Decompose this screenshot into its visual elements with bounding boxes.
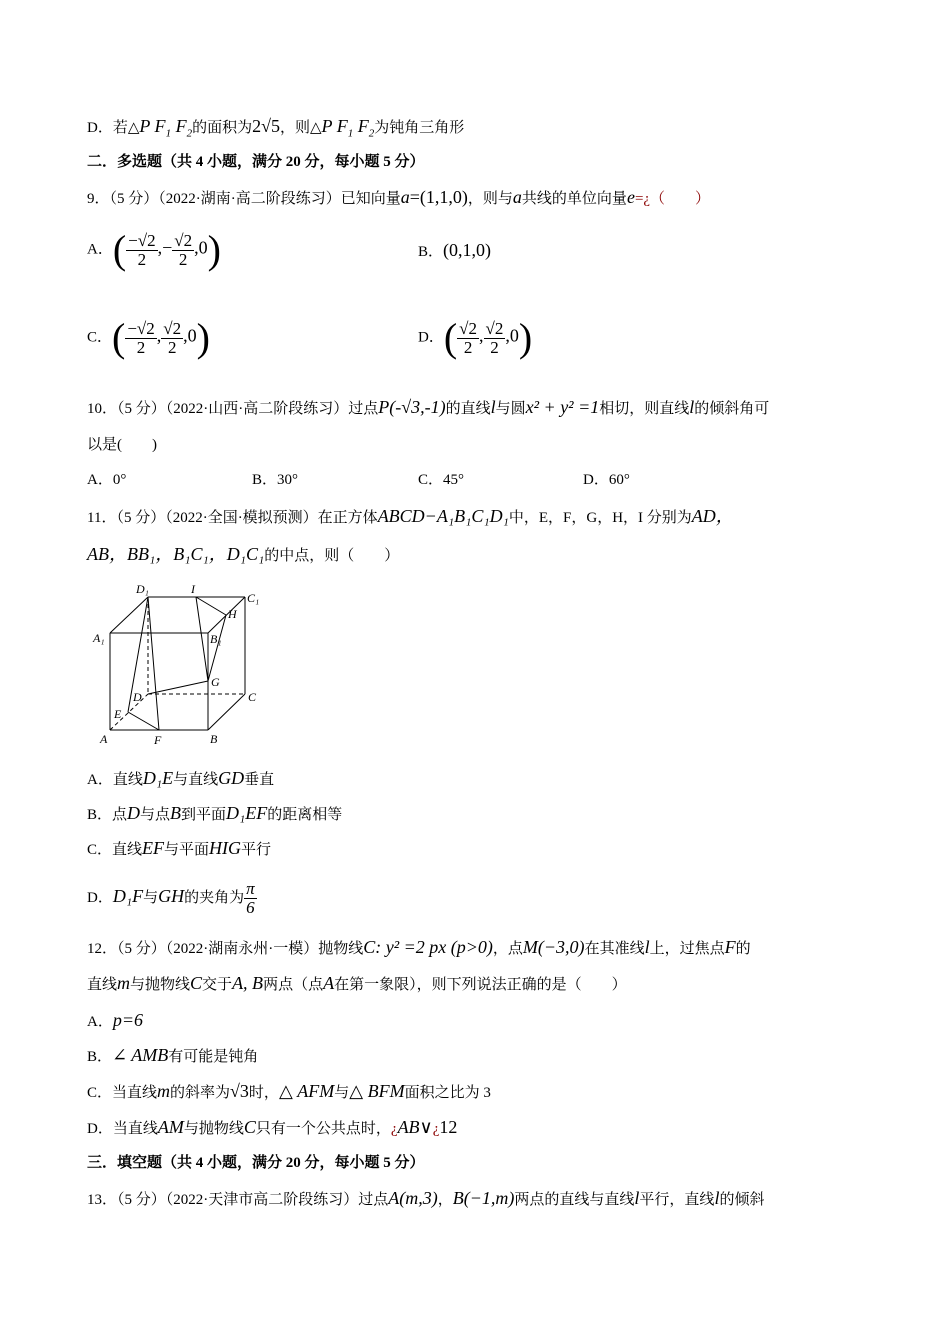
q9-option-a: A．( $\frac{-√2}{2}$ ,− $\frac{√2}{2}$ ,0) [87,227,221,272]
q10-stem: 10．（5 分）（2022·山西·高二阶段练习）过点P(-√3,-1)的直线l与圆x² + y² =1相切，则直线l的倾斜角可 [87,397,770,417]
label-i: I [191,582,195,596]
label-g: G [211,675,220,689]
q12-stem-2: 直线m与抛物线C交于A, B两点（点A在第一象限），则下列说法正确的是（ ） [87,973,627,993]
q12-option-a: A．p=6 [87,1010,143,1030]
label-h: H [228,607,237,621]
label-a: A [100,732,108,746]
q12-option-c: C．当直线m的斜率为√3时，△ AFM与△ BFM面积之比为 3 [87,1081,491,1101]
label-f: F [154,733,162,747]
section-3-title: 三．填空题（共 4 小题，满分 20 分，每小题 5 分） [87,1155,425,1171]
section-2-title: 二．多选题（共 4 小题，满分 20 分，每小题 5 分） [87,154,425,170]
q11-stem: 11．（5 分）（2022·全国·模拟预测）在正方体ABCD−A₁B₁C₁D₁中，E，F，G，H，I 分别为AD， [87,506,734,526]
label-d1: D₁ [136,582,149,596]
q11-option-b: B．点D与点B到平面D₁EF的距离相等 [87,803,343,823]
q9-stem: 9．（5 分）（2022·湖南·高二阶段练习）已知向量a=(1,1,0)，则与a共线的单位向量e=¿（ ） [87,187,711,207]
q11-option-c: C．直线EF与平面HIG平行 [87,838,272,858]
q9-option-c: C．( $\frac{-√2}{2}$ , $\frac{√2}{2}$ ,0) [87,315,210,360]
cube-figure [90,580,270,750]
q12-option-b: B．∠ AMB有可能是钝角 [87,1045,259,1065]
q10-stem-2: 以是( ) [87,437,157,453]
q10-option-d: D．60° [583,472,630,488]
q8-option-d: D．若△P $F_1$ $F_2$的面积为2√5，则△P $F_1$ $F_2$为钝角三角形 [87,116,465,140]
label-d: D [133,690,142,704]
label-c1: C₁ [247,591,260,605]
q10-option-c: C．45° [418,472,465,488]
q10-option-b: B．30° [252,472,299,488]
q9-option-b: B．(0,1,0) [418,240,492,260]
label-a1: A₁ [93,631,105,645]
q10-option-a: A．0° [87,472,127,488]
q12-option-d: D．当直线AM与抛物线C只有一个公共点时，¿AB∨¿12 [87,1117,458,1137]
q13-stem: 13．（5 分）（2022·天津市高二阶段练习）过点A(m,3)，B(−1,m)两点的直线与直线l平行，直线l的倾斜 [87,1188,765,1208]
label-c: C [248,690,257,704]
q11-option-d: D．D₁F与GH的夹角为 $\frac{\pi}{6}$ [87,879,255,917]
q12-stem: 12．（5 分）（2022·湖南永州·一模）抛物线C: y² =2 px (p>0)，点M(−3,0)在其准线l上，过焦点F的 [87,937,751,957]
label-b1: B₁ [210,632,222,646]
q9-option-d: D．( $\frac{√2}{2}$ , $\frac{√2}{2}$ ,0) [418,315,533,360]
label-e: E [114,707,122,721]
label-b: B [210,732,218,746]
q11-option-a: A．直线D₁E与直线GD垂直 [87,768,275,788]
q11-stem-2: AB，BB₁，B₁C₁，D₁C₁的中点，则（ ） [87,544,400,564]
